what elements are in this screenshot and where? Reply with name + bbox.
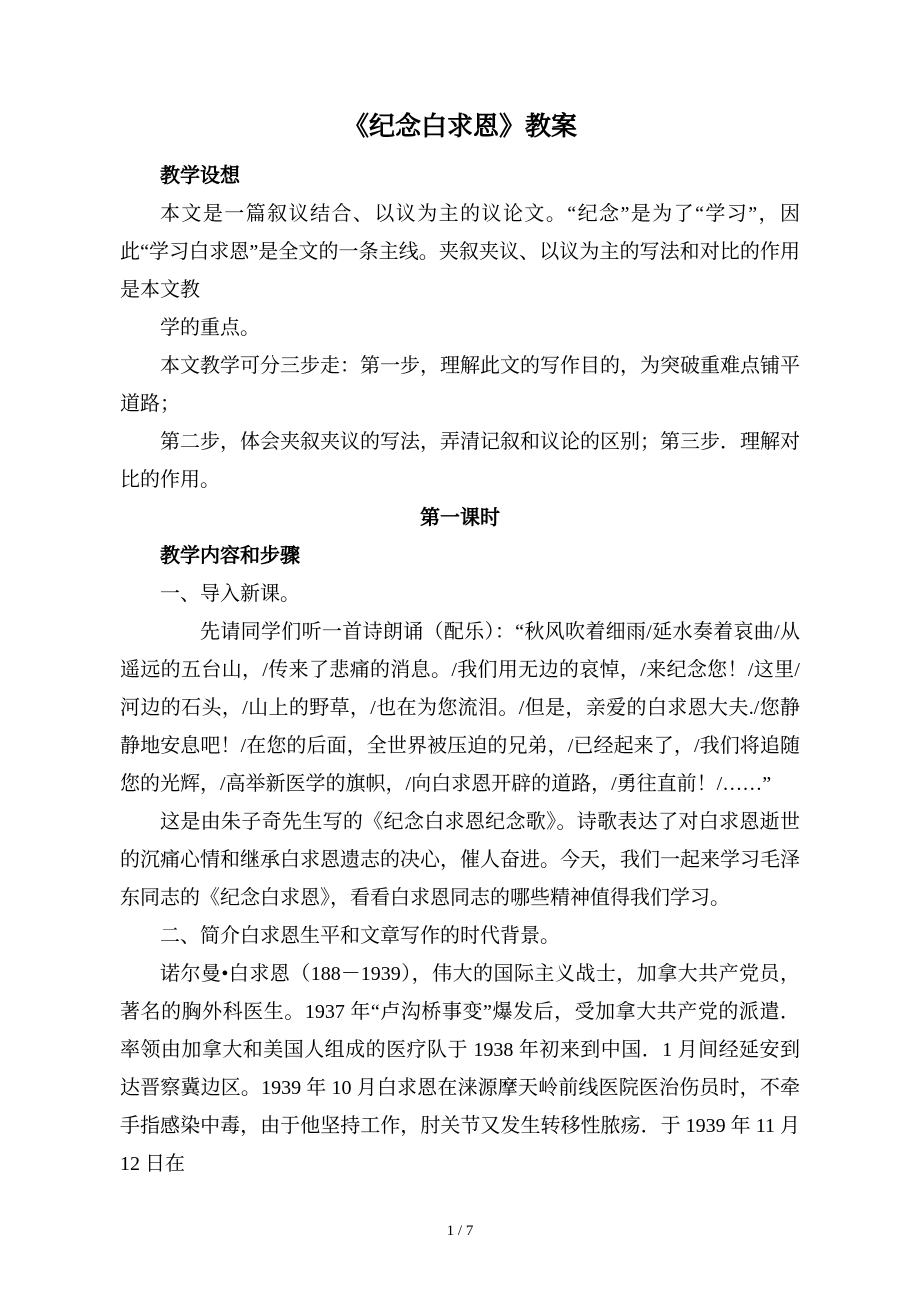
paragraph-list-item-one: 一、导入新课。 [160, 583, 300, 605]
document-title: 《纪念白求恩》教案 [342, 112, 577, 141]
paragraph-biography: 诺尔曼•白求恩（188－1939），伟大的国际主义战士，加拿大共产党员，著名的胸外科医生。1937 年“卢沟桥事变”爆发后，受加拿大共产党的派遣．率领由加拿大和美国人组成的医疗队于 1938 年初来到中国．1 月间经延安到达晋察冀边区。1939 年 10 月白求恩在涞源摩天岭前线医院医治伤员时，不牵手指感染中毒，由于他坚持工作，肘关节又发生转移性脓疡．于 1939 年 11 月 12 日在 [120, 963, 800, 1175]
paragraph: 本文教学可分三步走：第一步，理解此文的写作目的，为突破重难点铺平道路； [120, 355, 800, 415]
paragraph-poem: 先请同学们听一首诗朗诵（配乐）：“秋风吹着细雨/延水奏着哀曲/从遥远的五台山，/传来了悲痛的消息。/我们用无边的哀悼，/来纪念您！/这里/河边的石头，/山上的野草，/也在为您流泪。/但是，亲爱的白求恩大夫./您静静地安息吧！/在您的后面，全世界被压迫的兄弟，/已经起来了，/我们将追随您的光辉，/高举新医学的旗帜，/向白求恩开辟的道路，/勇往直前！/……” [120, 621, 800, 795]
lesson-heading-first-period: 第一课时 [420, 507, 500, 529]
paragraph: 第二步，体会夹叙夹议的写法，弄清记叙和议论的区别；第三步．理解对比的作用。 [120, 431, 800, 491]
page-number: 1 / 7 [446, 1223, 474, 1239]
paragraph: 这是由朱子奇先生写的《纪念白求恩纪念歌》。诗歌表达了对白求恩逝世的沉痛心情和继承白求恩遗志的决心，催人奋进。今天，我们一起来学习毛泽东同志的《纪念白求恩》，看看白求恩同志的哪些精神值得我们学习。 [120, 811, 800, 909]
section-heading-teaching-idea: 教学设想 [160, 165, 240, 187]
paragraph: 学的重点。 [160, 317, 260, 339]
paragraph: 本文是一篇叙议结合、以议为主的议论文。“纪念”是为了“学习”，因此“学习白求恩”是全文的一条主线。夹叙夹议、以议为主的写法和对比的作用是本文教 [120, 203, 800, 301]
paragraph-list-item-two: 二、简介白求恩生平和文章写作的时代背景。 [160, 925, 560, 947]
section-heading-teaching-content: 教学内容和步骤 [160, 545, 300, 567]
